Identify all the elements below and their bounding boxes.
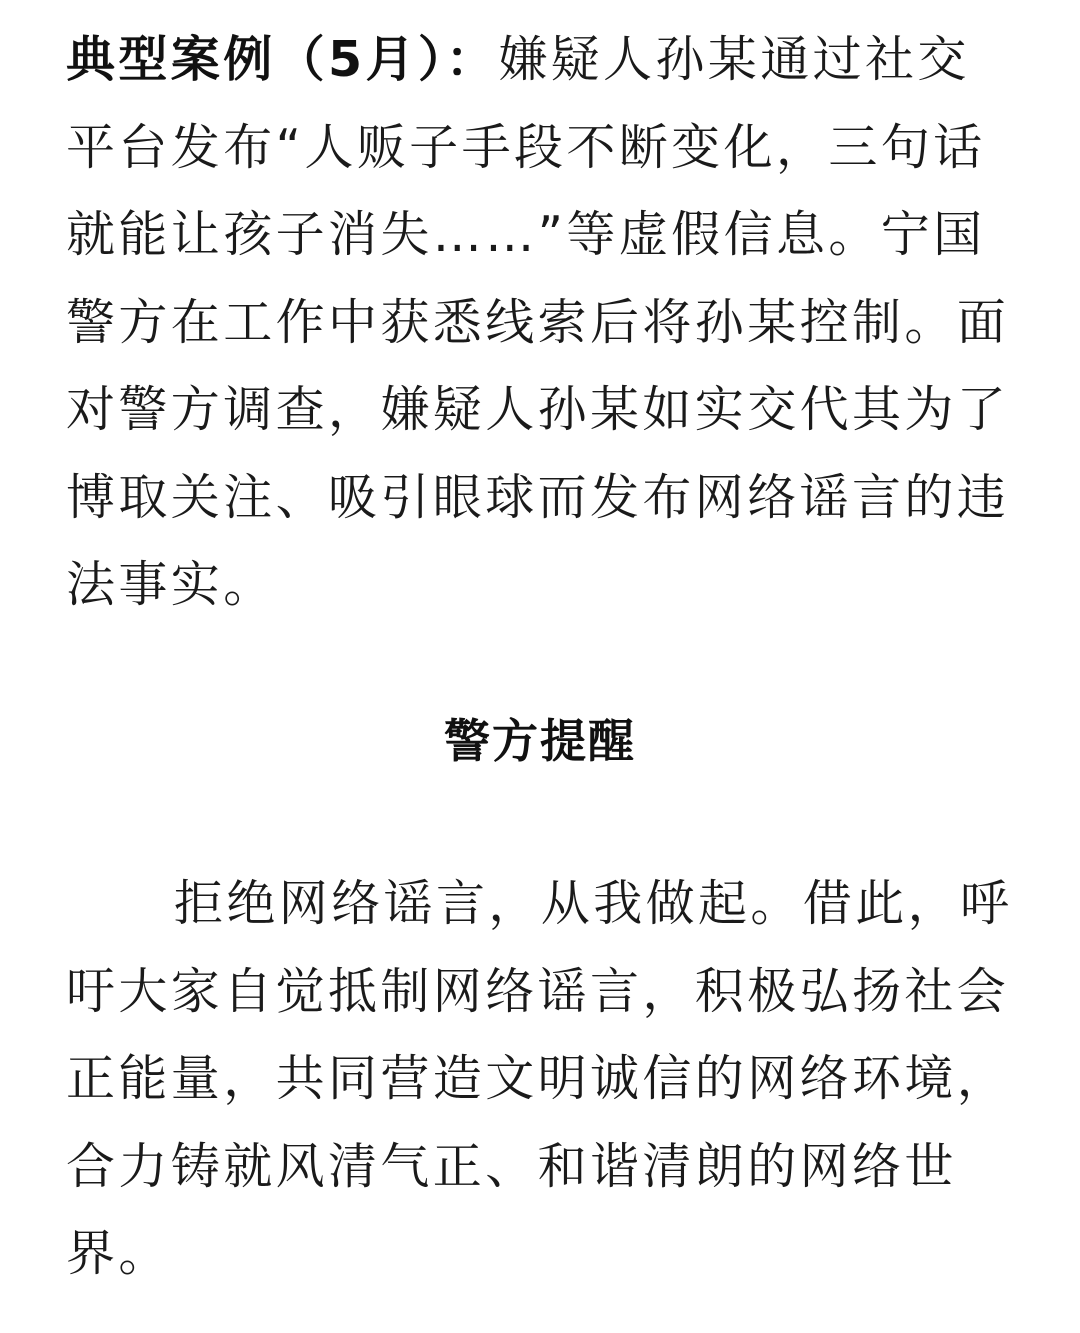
case-body: 嫌疑人孙某通过社交平台发布“人贩子手段不断变化，三句话就能让孩子消失……”等虚假信息。宁国警方在工作中获悉线索后将孙某控制。面对警方调查，嫌疑人孙某如实交代其为了博取关注、吸引眼球而发布网络谣言的违法事实。: [66, 31, 1010, 613]
case-label: 典型案例（5月）：: [66, 31, 499, 88]
section-heading: 警方提醒: [444, 714, 636, 768]
typical-case-paragraph: [66, 16, 1016, 629]
police-appeal-paragraph: 拒绝网络谣言，从我做起。借此，呼吁大家自觉抵制网络谣言，积极弘扬社会正能量，共同营造文明诚信的网络环境，合力铸就风清气正、和谐清朗的网络世界。: [66, 875, 1013, 1282]
